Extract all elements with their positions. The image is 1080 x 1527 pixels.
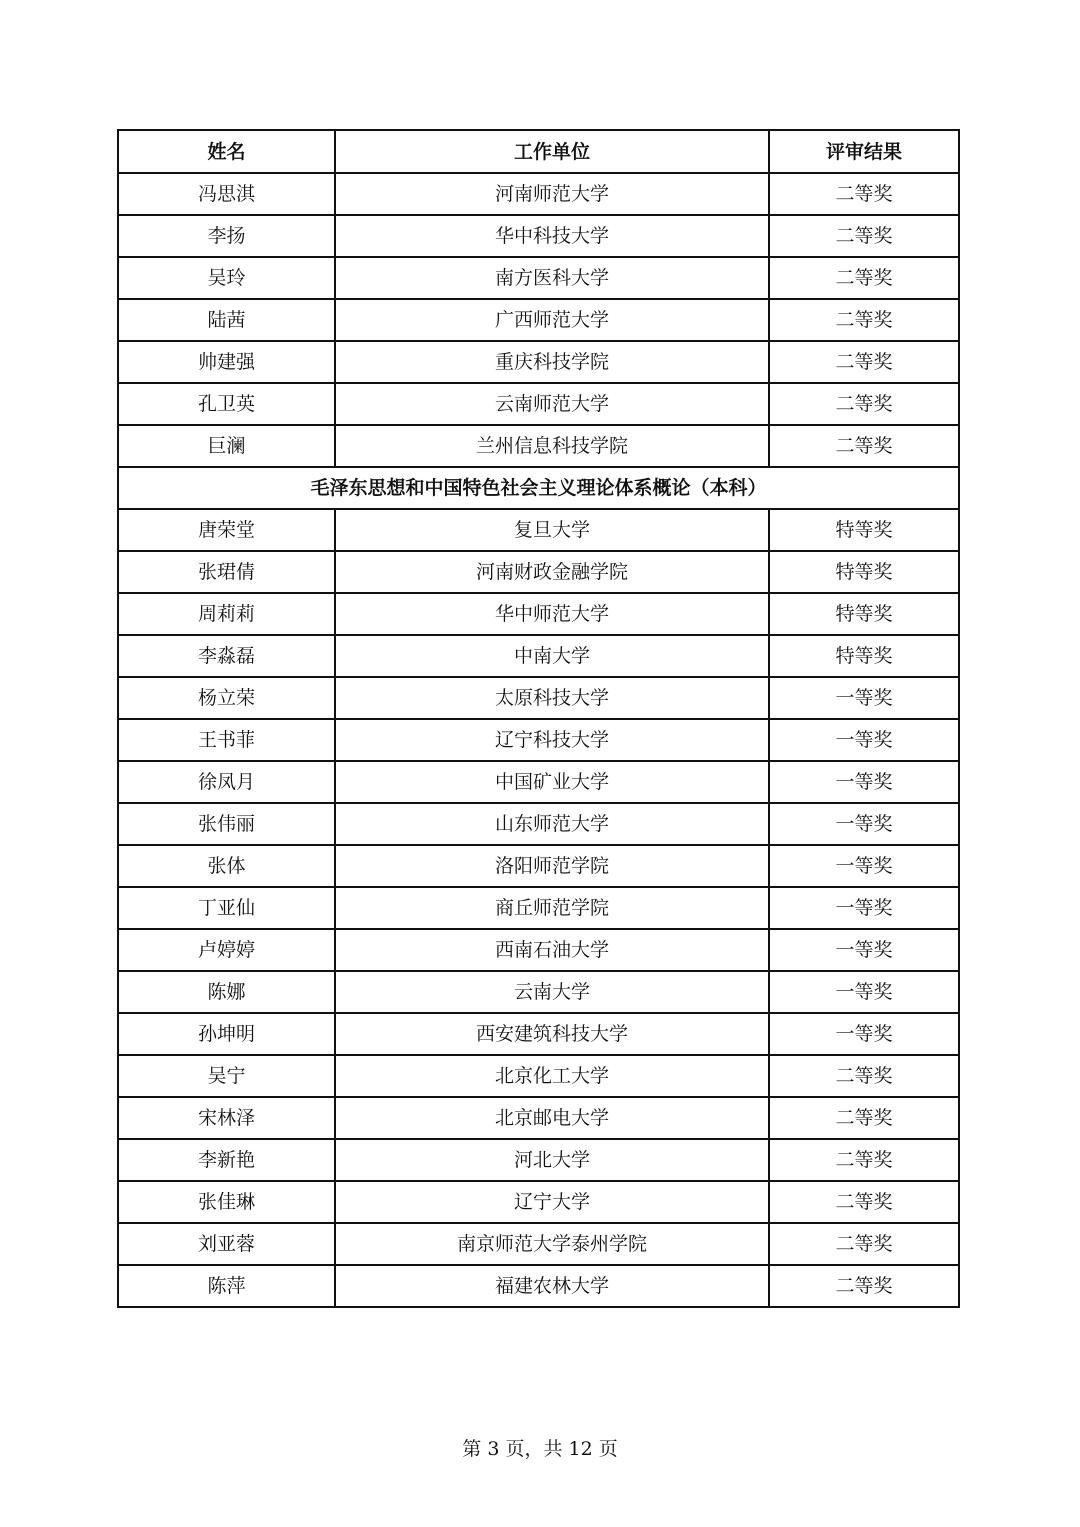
cell-result: 二等奖: [769, 215, 959, 257]
cell-name: 吴宁: [118, 1055, 335, 1097]
cell-name: 王书菲: [118, 719, 335, 761]
cell-result: 二等奖: [769, 383, 959, 425]
cell-unit: 河南财政金融学院: [335, 551, 769, 593]
table-row: [118, 383, 959, 425]
cell-unit: 南方医科大学: [335, 257, 769, 299]
table-row: [118, 803, 959, 845]
cell-unit: 北京邮电大学: [335, 1097, 769, 1139]
group2-rows: [118, 509, 959, 1307]
cell-name: 孙坤明: [118, 1013, 335, 1055]
cell-name: 张体: [118, 845, 335, 887]
cell-name: 卢婷婷: [118, 929, 335, 971]
cell-name: 丁亚仙: [118, 887, 335, 929]
cell-result: 一等奖: [769, 887, 959, 929]
cell-unit: 北京化工大学: [335, 1055, 769, 1097]
cell-name: 李扬: [118, 215, 335, 257]
table-row: [118, 299, 959, 341]
cell-unit: 辽宁科技大学: [335, 719, 769, 761]
cell-result: 一等奖: [769, 845, 959, 887]
cell-unit: 南京师范大学泰州学院: [335, 1223, 769, 1265]
table-row: [118, 929, 959, 971]
cell-unit: 西南石油大学: [335, 929, 769, 971]
cell-name: 张珺倩: [118, 551, 335, 593]
cell-result: 一等奖: [769, 677, 959, 719]
cell-unit: 洛阳师范学院: [335, 845, 769, 887]
table-row: [118, 341, 959, 383]
cell-result: 二等奖: [769, 1055, 959, 1097]
cell-result: 一等奖: [769, 971, 959, 1013]
header-result: 评审结果: [769, 130, 959, 173]
cell-result: 一等奖: [769, 1013, 959, 1055]
cell-result: 特等奖: [769, 593, 959, 635]
cell-unit: 商丘师范学院: [335, 887, 769, 929]
section-title: 毛泽东思想和中国特色社会主义理论体系概论（本科）: [118, 467, 959, 509]
cell-name: 宋林泽: [118, 1097, 335, 1139]
cell-unit: 重庆科技学院: [335, 341, 769, 383]
cell-unit: 太原科技大学: [335, 677, 769, 719]
page-number: 第 3 页，共 12 页: [462, 1438, 618, 1460]
table-row: [118, 215, 959, 257]
section-row: [118, 467, 959, 509]
cell-result: 二等奖: [769, 257, 959, 299]
table-row: [118, 845, 959, 887]
group1-rows: [118, 173, 959, 467]
cell-unit: 广西师范大学: [335, 299, 769, 341]
cell-result: 一等奖: [769, 761, 959, 803]
cell-result: 二等奖: [769, 341, 959, 383]
cell-unit: 山东师范大学: [335, 803, 769, 845]
cell-name: 张佳琳: [118, 1181, 335, 1223]
table-row: [118, 1223, 959, 1265]
cell-name: 孔卫英: [118, 383, 335, 425]
cell-result: 一等奖: [769, 719, 959, 761]
table-row: [118, 719, 959, 761]
table-row: [118, 509, 959, 551]
table-row: [118, 593, 959, 635]
cell-unit: 辽宁大学: [335, 1181, 769, 1223]
cell-name: 陈萍: [118, 1265, 335, 1307]
table-row: [118, 1055, 959, 1097]
cell-result: 二等奖: [769, 173, 959, 215]
cell-name: 李淼磊: [118, 635, 335, 677]
cell-unit: 福建农林大学: [335, 1265, 769, 1307]
table-row: [118, 761, 959, 803]
cell-name: 李新艳: [118, 1139, 335, 1181]
cell-result: 二等奖: [769, 1097, 959, 1139]
cell-unit: 河南师范大学: [335, 173, 769, 215]
table-row: [118, 551, 959, 593]
cell-result: 二等奖: [769, 1181, 959, 1223]
table-row: [118, 425, 959, 467]
table-row: [118, 1265, 959, 1307]
cell-name: 帅建强: [118, 341, 335, 383]
cell-name: 徐凤月: [118, 761, 335, 803]
cell-result: 一等奖: [769, 929, 959, 971]
cell-result: 一等奖: [769, 803, 959, 845]
cell-result: 二等奖: [769, 425, 959, 467]
cell-unit: 复旦大学: [335, 509, 769, 551]
cell-name: 张伟丽: [118, 803, 335, 845]
cell-unit: 云南师范大学: [335, 383, 769, 425]
awards-table: [117, 129, 960, 1308]
cell-unit: 兰州信息科技学院: [335, 425, 769, 467]
header-unit: 工作单位: [335, 130, 769, 173]
awards-table-container: [117, 129, 958, 1308]
cell-result: 特等奖: [769, 551, 959, 593]
table-row: [118, 257, 959, 299]
cell-name: 杨立荣: [118, 677, 335, 719]
cell-name: 唐荣堂: [118, 509, 335, 551]
cell-name: 刘亚蓉: [118, 1223, 335, 1265]
cell-name: 巨澜: [118, 425, 335, 467]
cell-unit: 西安建筑科技大学: [335, 1013, 769, 1055]
header-name: 姓名: [118, 130, 335, 173]
table-row: [118, 1181, 959, 1223]
table-row: [118, 1097, 959, 1139]
cell-name: 吴玲: [118, 257, 335, 299]
table-row: [118, 1013, 959, 1055]
cell-unit: 云南大学: [335, 971, 769, 1013]
cell-result: 二等奖: [769, 1139, 959, 1181]
table-row: [118, 971, 959, 1013]
cell-name: 周莉莉: [118, 593, 335, 635]
table-row: [118, 1139, 959, 1181]
cell-unit: 华中科技大学: [335, 215, 769, 257]
table-row: [118, 887, 959, 929]
cell-unit: 中国矿业大学: [335, 761, 769, 803]
cell-name: 陆茜: [118, 299, 335, 341]
table-row: [118, 635, 959, 677]
cell-name: 冯思淇: [118, 173, 335, 215]
table-row: [118, 173, 959, 215]
cell-result: 特等奖: [769, 509, 959, 551]
cell-unit: 华中师范大学: [335, 593, 769, 635]
cell-result: 二等奖: [769, 1223, 959, 1265]
cell-unit: 中南大学: [335, 635, 769, 677]
cell-result: 二等奖: [769, 1265, 959, 1307]
cell-unit: 河北大学: [335, 1139, 769, 1181]
table-header-row: [118, 130, 959, 173]
cell-name: 陈娜: [118, 971, 335, 1013]
cell-result: 特等奖: [769, 635, 959, 677]
cell-result: 二等奖: [769, 299, 959, 341]
table-row: [118, 677, 959, 719]
